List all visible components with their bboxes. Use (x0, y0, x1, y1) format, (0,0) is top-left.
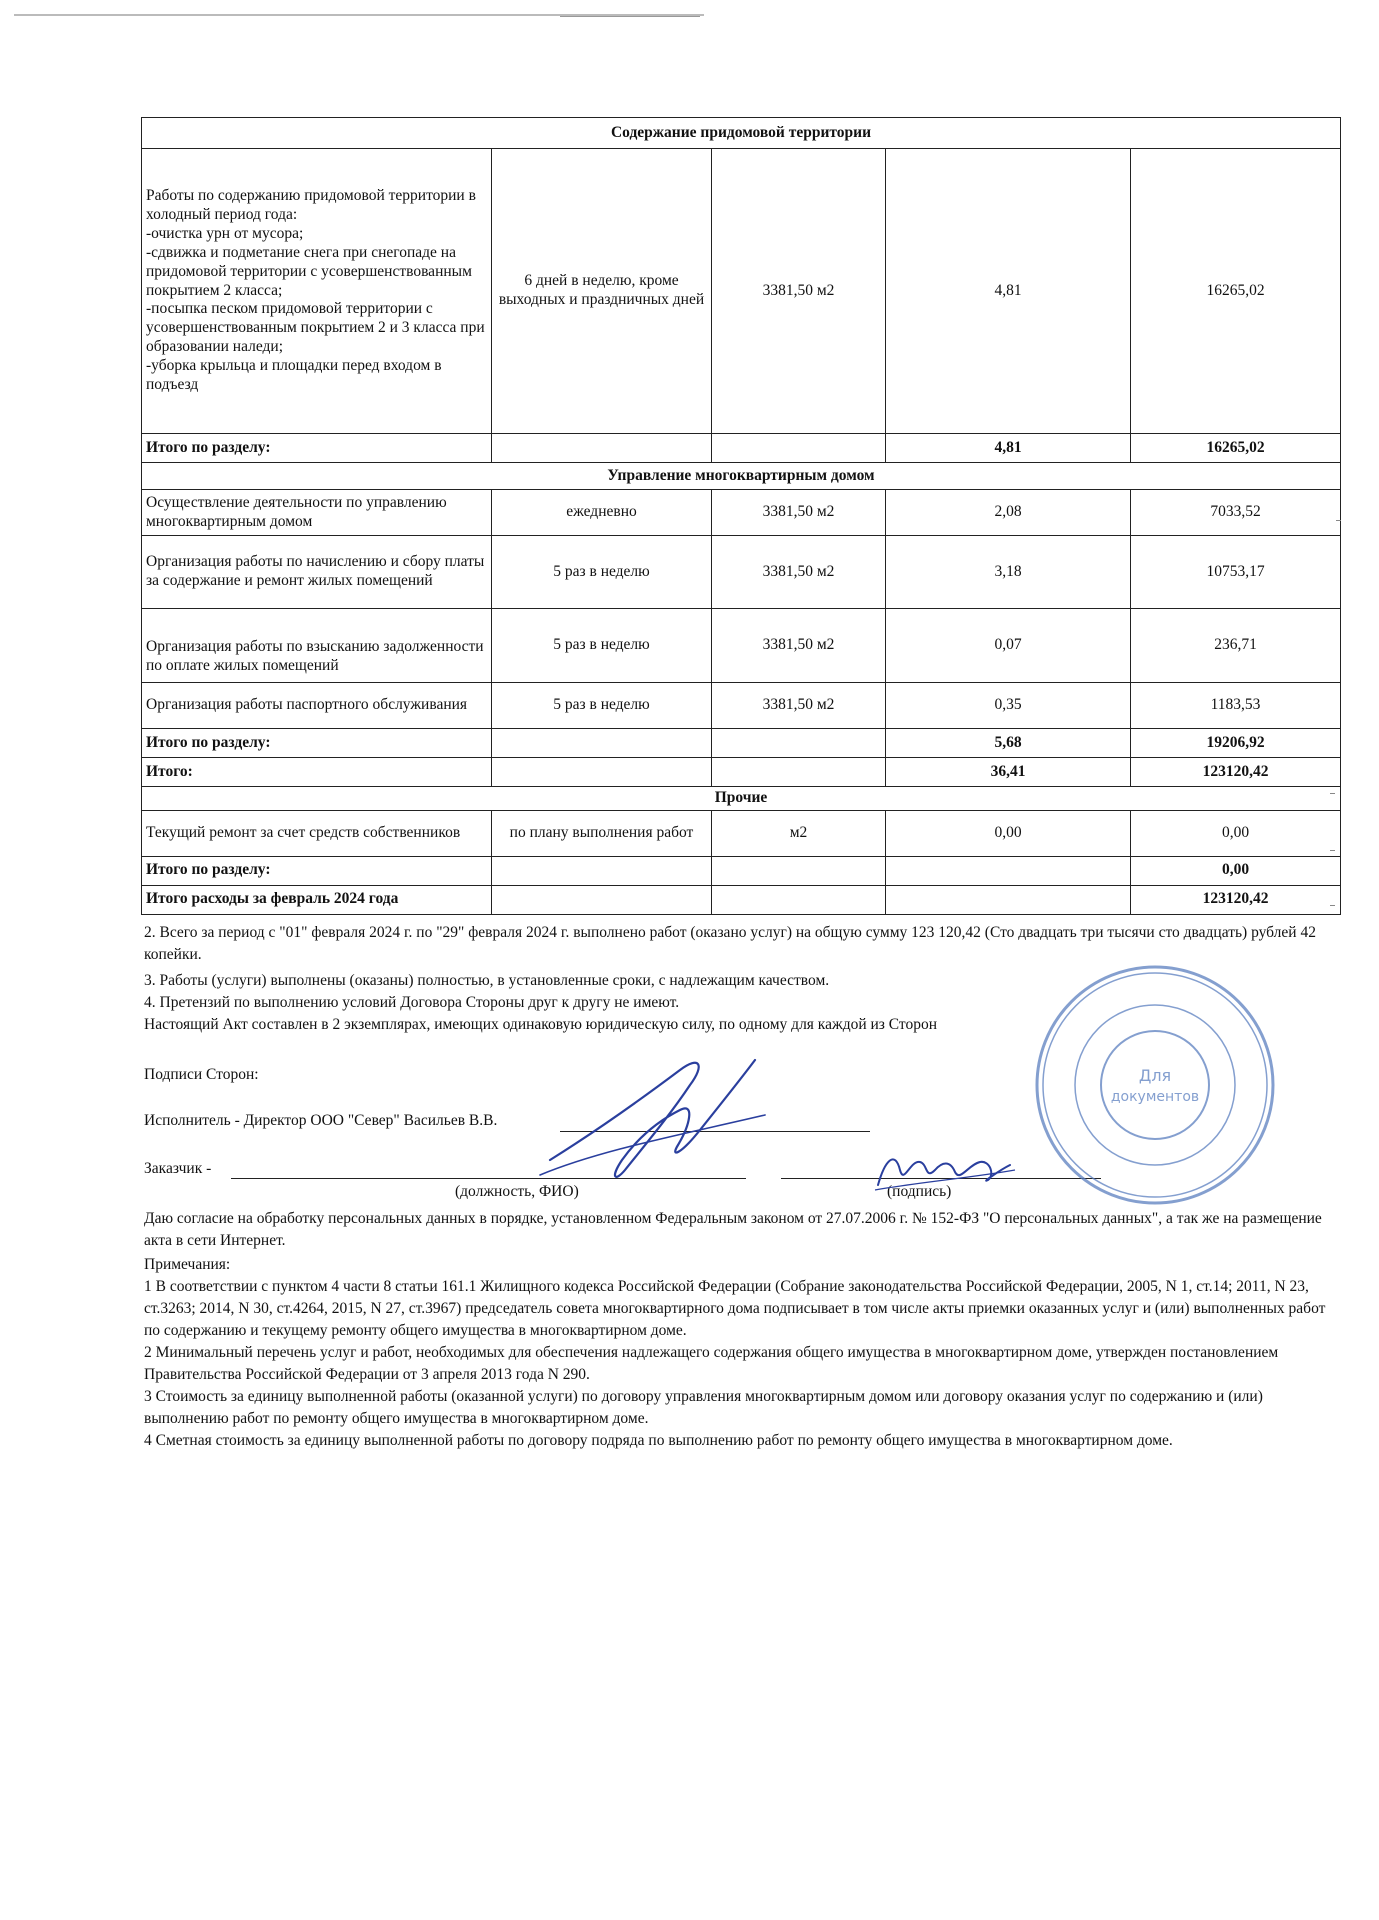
subtotal-row (142, 856, 1341, 885)
subtotal-row (142, 729, 1341, 758)
total-expenses-row (142, 885, 1341, 914)
subtotal-cost: 19206,92 (1131, 729, 1341, 758)
section-title: Прочие (142, 787, 1341, 811)
services-table (141, 117, 1341, 915)
work-rate: 0,00 (886, 810, 1131, 856)
grand-total-row (142, 758, 1341, 787)
scan-mark (1330, 793, 1335, 794)
scan-mark (1330, 850, 1335, 851)
subtotal-cost: 0,00 (1131, 856, 1341, 885)
paragraph-claims: 4. Претензий по выполнению условий Договора Стороны друг к другу не имеют. (144, 994, 680, 1011)
work-cost: 10753,17 (1131, 536, 1341, 609)
paragraph-quality: 3. Работы (услуги) выполнены (оказаны) полностью, в установленные сроки, с надлежащим качеством. (144, 972, 830, 989)
scan-artifact-line (560, 16, 700, 17)
note-item: 3 Стоимость за единицу выполненной работы (оказанной услуги) по договору управления многоквартирным домом или договору оказания услуг по содержанию и (или) выполнению работ по ремонту общего имущества в многоквартирном доме. (144, 1388, 1263, 1427)
work-rate: 3,18 (886, 536, 1131, 609)
work-volume: 3381,50 м2 (712, 536, 886, 609)
subtotal-label: Итого по разделу: (142, 856, 492, 885)
table-row (142, 609, 1341, 683)
table-row (142, 683, 1341, 729)
work-name: Организация работы паспортного обслуживания (142, 683, 492, 729)
table-row (142, 149, 1341, 434)
notes-block (144, 1254, 1334, 1452)
work-frequency: 5 раз в неделю (492, 536, 712, 609)
table-row (142, 536, 1341, 609)
work-name: Работы по содержанию придомовой территории в холодный период года: -очистка урн от мусора; -сдвижка и подметание снега при снегопаде на придомовой территории с усовершенствованным покрытием 2 класса; -посыпка песком придомовой территории с усовершенствованным покрытием 2 и 3 класса при образовании наледи; -уборка крыльца и площадки перед входом в подъезд (142, 149, 492, 434)
work-rate: 0,35 (886, 683, 1131, 729)
customer-signature (870, 1140, 1020, 1200)
subtotal-rate: 5,68 (886, 729, 1131, 758)
position-caption: (должность, ФИО) (455, 1183, 579, 1200)
section-header-row (142, 118, 1341, 149)
work-rate: 4,81 (886, 149, 1131, 434)
work-cost: 0,00 (1131, 810, 1341, 856)
subtotal-rate: 4,81 (886, 434, 1131, 463)
section-title: Управление многоквартирным домом (142, 463, 1341, 490)
scan-mark (1330, 905, 1335, 906)
work-frequency: 5 раз в неделю (492, 683, 712, 729)
work-frequency: ежедневно (492, 490, 712, 536)
signatures-heading: Подписи Сторон: (144, 1066, 259, 1083)
total-expenses-cost: 123120,42 (1131, 885, 1341, 914)
svg-text:Для: Для (1138, 1066, 1172, 1085)
total-expenses-label: Итого расходы за февраль 2024 года (142, 885, 492, 914)
paragraph-total-amount: 2. Всего за период с "01" февраля 2024 г. по "29" февраля 2024 г. выполнено работ (оказано услуг) на общую сумму 123 120,42 (Сто двадцать три тысячи сто двадцать) рублей 42 копейки. (144, 924, 1316, 963)
grand-total-label: Итого: (142, 758, 492, 787)
notes-title: Примечания: (144, 1256, 231, 1273)
executor-line: Исполнитель - Директор ООО "Север" Васильев В.В. (144, 1112, 498, 1129)
note-item: 2 Минимальный перечень услуг и работ, необходимых для обеспечения надлежащего содержания общего имущества в многоквартирном доме, утвержден постановлением Правительства Российской Федерации от 3 апреля 2013 года N 290. (144, 1344, 1279, 1383)
work-cost: 7033,52 (1131, 490, 1341, 536)
section-header-row (142, 463, 1341, 490)
work-name: Организация работы по начислению и сбору платы за содержание и ремонт жилых помещений (142, 536, 492, 609)
executor-signature (530, 1040, 770, 1200)
scan-mark (1336, 520, 1341, 521)
section-header-row (142, 787, 1341, 811)
consent-text: Даю согласие на обработку персональных данных в порядке, установленном Федеральным законом от 27.07.2006 г. № 152-ФЗ "О персональных данных", а так же на размещение акта в сети Интернет. (144, 1210, 1322, 1249)
company-seal-stamp (1033, 963, 1278, 1208)
grand-total-cost: 123120,42 (1131, 758, 1341, 787)
signature-caption: (подпись) (887, 1183, 952, 1200)
subtotal-label: Итого по разделу: (142, 434, 492, 463)
grand-total-rate: 36,41 (886, 758, 1131, 787)
work-name: Осуществление деятельности по управлению многоквартирным домом (142, 490, 492, 536)
work-rate: 0,07 (886, 609, 1131, 683)
work-cost: 236,71 (1131, 609, 1341, 683)
work-volume: 3381,50 м2 (712, 609, 886, 683)
work-frequency: 6 дней в неделю, кроме выходных и праздничных дней (492, 149, 712, 434)
subtotal-label: Итого по разделу: (142, 729, 492, 758)
work-cost: 16265,02 (1131, 149, 1341, 434)
work-volume: 3381,50 м2 (712, 683, 886, 729)
section-title: Содержание придомовой территории (142, 118, 1341, 149)
subtotal-cost: 16265,02 (1131, 434, 1341, 463)
work-name: Текущий ремонт за счет средств собственников (142, 810, 492, 856)
work-volume: 3381,50 м2 (712, 149, 886, 434)
note-item: 4 Сметная стоимость за единицу выполненной работы по договору подряда по выполнению работ по ремонту общего имущества в многоквартирном доме. (144, 1432, 1173, 1449)
work-rate: 2,08 (886, 490, 1131, 536)
work-volume: м2 (712, 810, 886, 856)
work-name: Организация работы по взысканию задолженности по оплате жилых помещений (142, 609, 492, 683)
work-volume: 3381,50 м2 (712, 490, 886, 536)
work-cost: 1183,53 (1131, 683, 1341, 729)
work-frequency: 5 раз в неделю (492, 609, 712, 683)
svg-text:документов: документов (1110, 1089, 1200, 1105)
note-item: 1 В соответствии с пунктом 4 части 8 статьи 161.1 Жилищного кодекса Российской Федерации (Собрание законодательства Российской Федерации, 2005, N 1, ст.14; 2011, N 23, ст.3263; 2014, N 30, ст.4264, 2015, N 27, ст.3967) председатель совета многоквартирного дома подписывает в том числе акты приемки оказанных услуг и (или) выполненных работ по содержанию и текущему ремонту общего имущества в многоквартирном доме. (144, 1278, 1326, 1339)
table-row (142, 490, 1341, 536)
subtotal-row (142, 434, 1341, 463)
work-frequency: по плану выполнения работ (492, 810, 712, 856)
table-row (142, 810, 1341, 856)
paragraph-copies: Настоящий Акт составлен в 2 экземплярах, имеющих одинаковую юридическую силу, по одному для каждой из Сторон (144, 1016, 938, 1033)
customer-label: Заказчик - (144, 1160, 212, 1177)
